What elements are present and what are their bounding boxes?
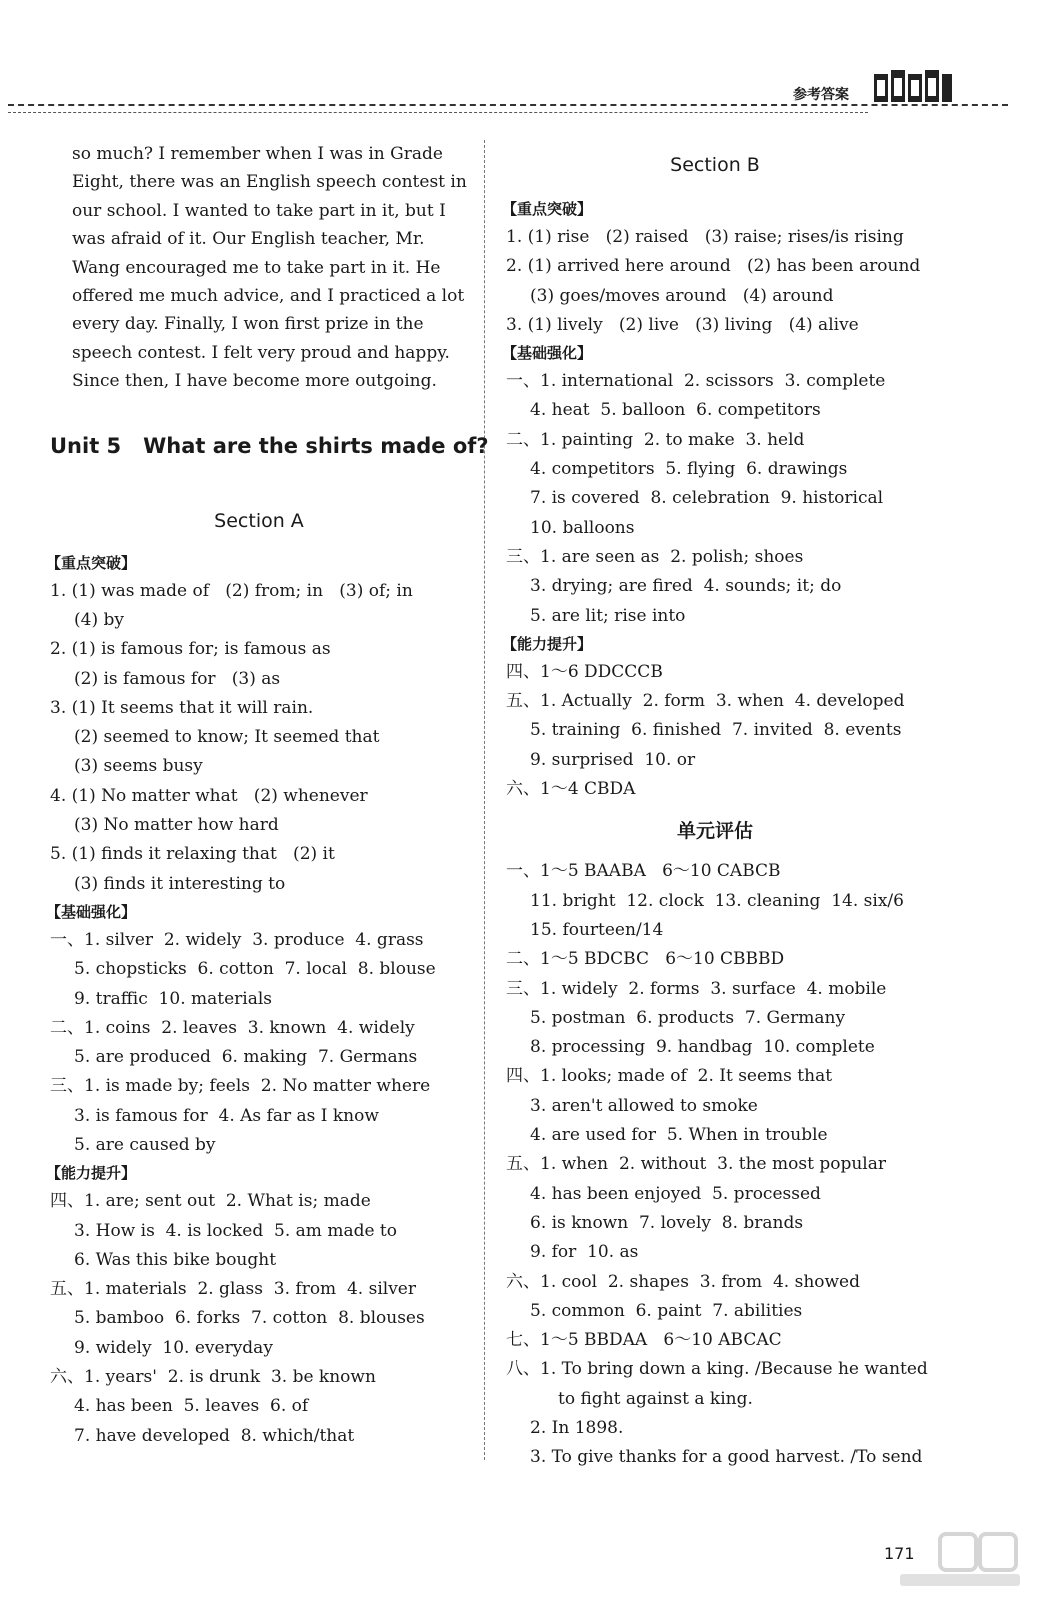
section-a-answers bbox=[44, 550, 474, 1451]
header-logo-icon bbox=[874, 68, 954, 104]
answer-line: 5. training 6. finished 7. invited 8. events bbox=[530, 720, 902, 741]
answer-line: 六、1. cool 2. shapes 3. from 4. showed bbox=[506, 1271, 860, 1292]
answer-line: 5. bamboo 6. forks 7. cotton 8. blouses bbox=[74, 1308, 425, 1329]
answer-line: 六、1～4 CBDA bbox=[506, 779, 636, 800]
page-number: 171 bbox=[884, 1544, 915, 1563]
paragraph-line: every day. Finally, I won first prize in the bbox=[72, 314, 424, 335]
answer-line: 四、1～6 DDCCCB bbox=[506, 661, 663, 682]
answer-line: 七、1～5 BBDAA 6～10 ABCAC bbox=[506, 1330, 782, 1351]
watermark-logo-icon bbox=[880, 1530, 1030, 1590]
answer-line: 4. (1) No matter what (2) whenever bbox=[50, 785, 368, 806]
header-label: 参考答案 bbox=[793, 87, 849, 103]
answer-line: 六、1. years' 2. is drunk 3. be known bbox=[50, 1367, 376, 1388]
unit-evaluation-title: 单元评估 bbox=[676, 820, 753, 843]
answer-line: 5. are lit; rise into bbox=[530, 605, 686, 626]
answer-line: 4. has been enjoyed 5. processed bbox=[530, 1183, 821, 1204]
block-heading: 【基础强化】 bbox=[502, 344, 593, 363]
section-a-title: Section A bbox=[214, 509, 304, 532]
answer-line: 二、1. painting 2. to make 3. held bbox=[506, 429, 805, 450]
answer-line: 3. drying; are fired 4. sounds; it; do bbox=[530, 576, 842, 597]
left-column bbox=[44, 140, 489, 1451]
answer-line: 三、1. is made by; feels 2. No matter where bbox=[50, 1076, 431, 1097]
answer-line: 6. Was this bike bought bbox=[74, 1249, 277, 1270]
block-heading: 【能力提升】 bbox=[502, 634, 593, 653]
answer-line: (3) No matter how hard bbox=[74, 815, 279, 836]
answer-line: 15. fourteen/14 bbox=[530, 919, 664, 940]
answer-line: 1. (1) was made of (2) from; in (3) of; in bbox=[50, 580, 413, 601]
block-heading: 【重点突破】 bbox=[502, 200, 593, 218]
answer-line: 一、1. international 2. scissors 3. complete bbox=[506, 371, 886, 392]
answer-line: (2) is famous for (3) as bbox=[74, 668, 281, 689]
answer-line: 11. bright 12. clock 13. cleaning 14. six/6 bbox=[530, 890, 904, 911]
paragraph-line: Wang encouraged me to take part in it. He bbox=[72, 257, 441, 278]
unit-title: Unit 5 What are the shirts made of? bbox=[50, 433, 489, 458]
paragraph-line: was afraid of it. Our English teacher, Mr. bbox=[72, 229, 425, 250]
answer-line: 三、1. widely 2. forms 3. surface 4. mobile bbox=[506, 978, 887, 999]
answer-line: 五、1. materials 2. glass 3. from 4. silver bbox=[50, 1279, 416, 1300]
answer-line: 二、1～5 BDCBC 6～10 CBBBD bbox=[506, 949, 785, 970]
answer-line: 7. have developed 8. which/that bbox=[74, 1425, 355, 1446]
answer-line: 5. are produced 6. making 7. Germans bbox=[74, 1047, 418, 1068]
block-heading: 【能力提升】 bbox=[46, 1164, 137, 1183]
paragraph-line: speech contest. I felt very proud and happy. bbox=[72, 342, 450, 363]
answer-line: to fight against a king. bbox=[558, 1388, 753, 1409]
answer-line: 8. processing 9. handbag 10. complete bbox=[530, 1037, 875, 1058]
answer-line: 3. To give thanks for a good harvest. /To send bbox=[530, 1447, 923, 1468]
unit-evaluation-answers bbox=[500, 857, 930, 1472]
answer-line: 6. is known 7. lovely 8. brands bbox=[530, 1212, 804, 1233]
answer-line: 5. common 6. paint 7. abilities bbox=[530, 1300, 803, 1321]
answer-line: 四、1. looks; made of 2. It seems that bbox=[506, 1066, 833, 1087]
answer-line: (2) seemed to know; It seemed that bbox=[74, 727, 380, 748]
answer-line: 2. In 1898. bbox=[530, 1417, 624, 1438]
answer-line: (3) finds it interesting to bbox=[74, 873, 286, 894]
answer-line: 5. postman 6. products 7. Germany bbox=[530, 1007, 846, 1028]
paragraph-line: our school. I wanted to take part in it, but I bbox=[72, 200, 446, 221]
answer-line: 3. How is 4. is locked 5. am made to bbox=[74, 1220, 397, 1241]
answer-line: 3. (1) It seems that it will rain. bbox=[50, 697, 314, 718]
answer-line: 3. (1) lively (2) live (3) living (4) alive bbox=[506, 314, 859, 335]
paragraph-line: Since then, I have become more outgoing. bbox=[72, 371, 437, 392]
answer-line: 四、1. are; sent out 2. What is; made bbox=[50, 1191, 371, 1212]
answer-line: 3. aren't allowed to smoke bbox=[530, 1095, 758, 1116]
answer-line: 5. (1) finds it relaxing that (2) it bbox=[50, 844, 335, 865]
block-heading: 【基础强化】 bbox=[46, 902, 137, 921]
answer-line: 4. are used for 5. When in trouble bbox=[530, 1125, 828, 1146]
answer-line: 9. widely 10. everyday bbox=[74, 1337, 273, 1358]
answer-line: 9. surprised 10. or bbox=[530, 749, 696, 770]
answer-line: 2. (1) is famous for; is famous as bbox=[50, 639, 331, 660]
answer-line: 一、1. silver 2. widely 3. produce 4. grass bbox=[50, 929, 424, 950]
column-divider bbox=[484, 140, 485, 1460]
right-column bbox=[500, 140, 930, 1473]
header-rule bbox=[8, 104, 1008, 106]
answer-line: 4. competitors 5. flying 6. drawings bbox=[530, 459, 848, 480]
answer-line: 二、1. coins 2. leaves 3. known 4. widely bbox=[50, 1017, 415, 1038]
section-b-title: Section B bbox=[670, 154, 760, 176]
paragraph-line: offered me much advice, and I practiced a lot bbox=[72, 286, 465, 307]
answer-line: 一、1～5 BAABA 6～10 CABCB bbox=[506, 861, 781, 882]
answer-line: 4. heat 5. balloon 6. competitors bbox=[530, 400, 821, 421]
answer-line: (3) goes/moves around (4) around bbox=[530, 285, 834, 306]
continued-paragraph bbox=[72, 140, 474, 396]
answer-line: 9. traffic 10. materials bbox=[74, 988, 273, 1009]
answer-line: 五、1. when 2. without 3. the most popular bbox=[506, 1154, 886, 1175]
answer-line: 1. (1) rise (2) raised (3) raise; rises/is rising bbox=[506, 227, 904, 247]
section-b-answers bbox=[500, 196, 930, 804]
answer-line: 五、1. Actually 2. form 3. when 4. developed bbox=[506, 691, 905, 712]
answer-line: 7. is covered 8. celebration 9. historical bbox=[530, 488, 884, 509]
answer-line: 2. (1) arrived here around (2) has been around bbox=[506, 256, 921, 277]
answer-line: 5. chopsticks 6. cotton 7. local 8. blouse bbox=[74, 959, 436, 980]
paragraph-line: Eight, there was an English speech contest in bbox=[72, 172, 467, 193]
answer-line: (4) by bbox=[74, 609, 124, 630]
answer-line: 9. for 10. as bbox=[530, 1242, 639, 1263]
answer-line: 八、1. To bring down a king. /Because he wanted bbox=[506, 1359, 928, 1380]
paragraph-line: so much? I remember when I was in Grade bbox=[72, 144, 443, 164]
answer-line: (3) seems busy bbox=[74, 756, 203, 777]
answer-line: 4. has been 5. leaves 6. of bbox=[74, 1396, 309, 1417]
answer-line: 三、1. are seen as 2. polish; shoes bbox=[506, 546, 804, 567]
answer-line: 5. are caused by bbox=[74, 1135, 216, 1155]
answer-line: 10. balloons bbox=[530, 517, 635, 538]
answer-line: 3. is famous for 4. As far as I know bbox=[74, 1105, 379, 1126]
header-rule-secondary bbox=[8, 112, 868, 113]
block-heading: 【重点突破】 bbox=[46, 553, 137, 572]
